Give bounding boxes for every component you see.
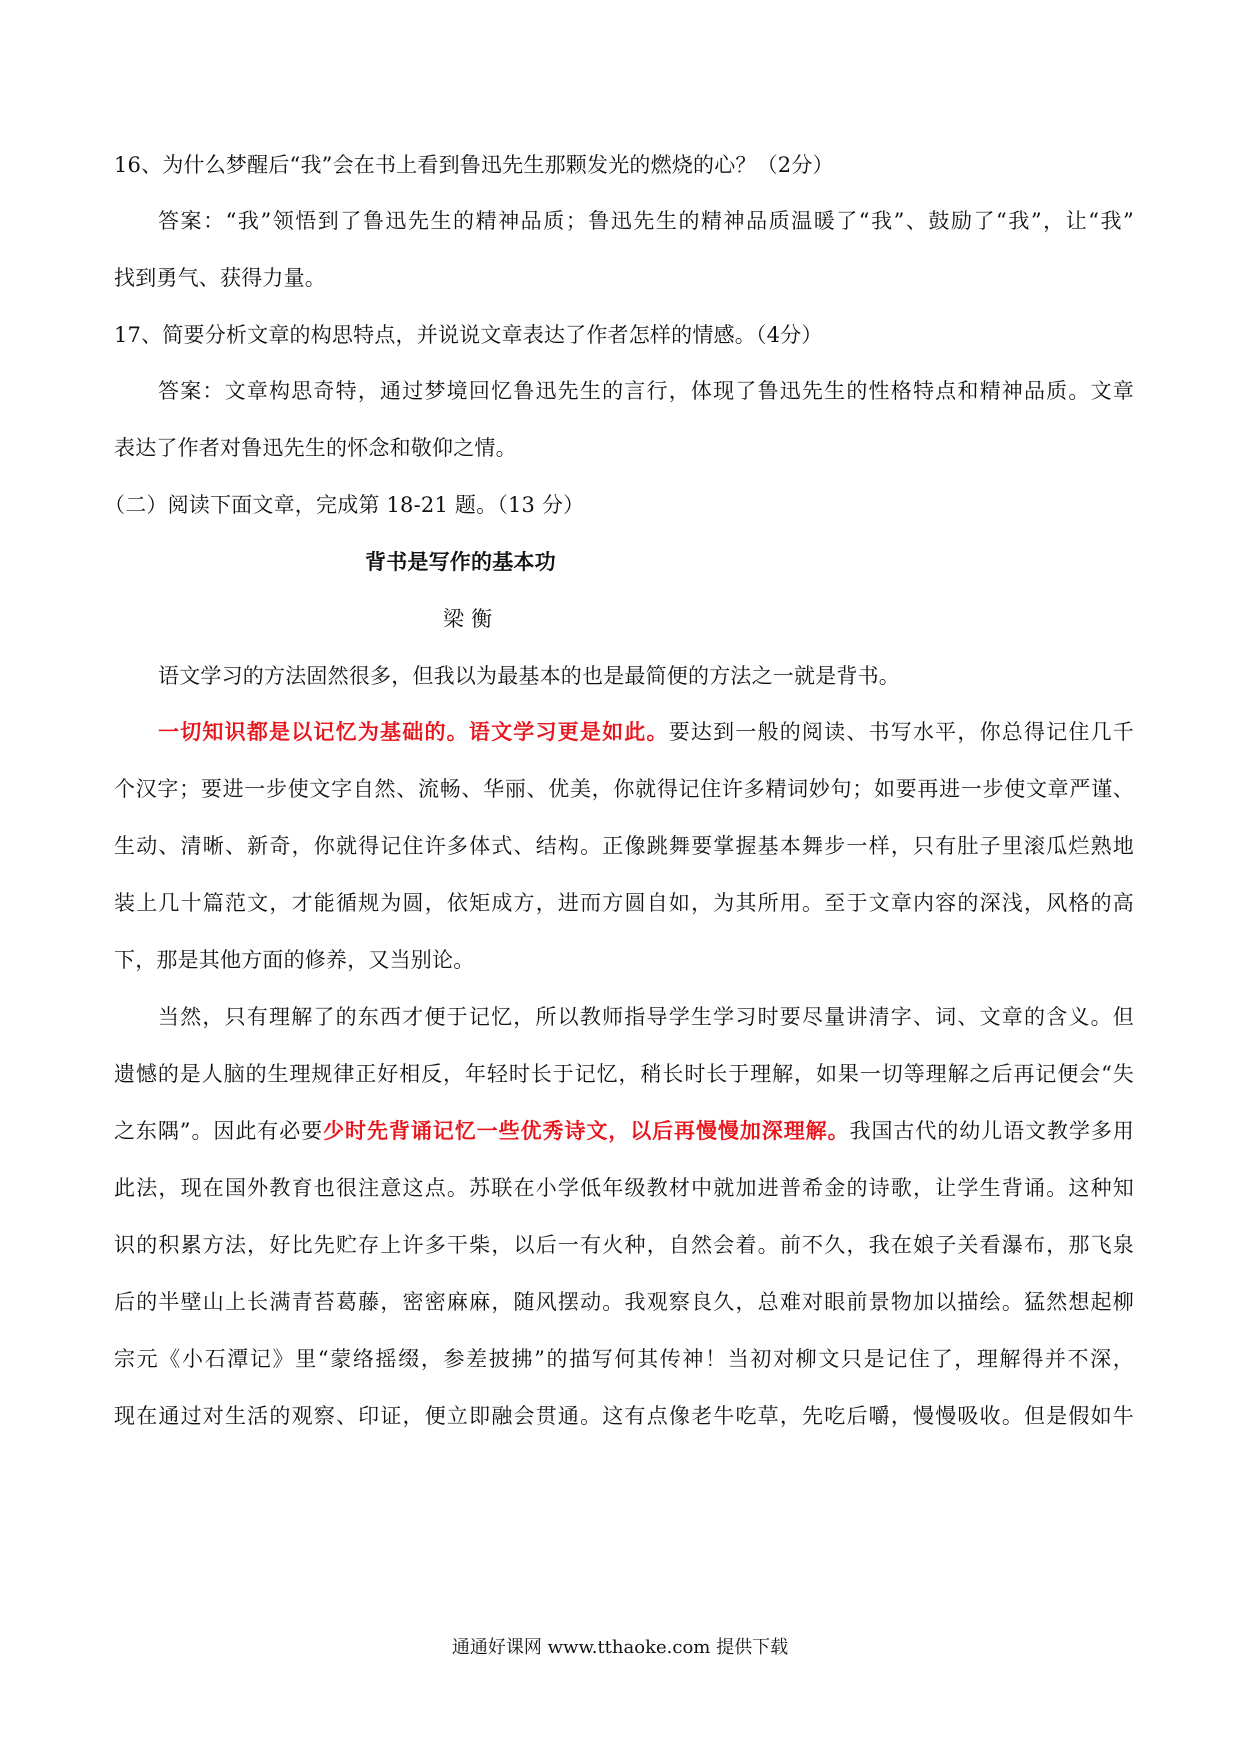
section-heading: （二）阅读下面文章，完成第 18-21 题。（13 分） [104,493,585,517]
paragraph-3-line-3-start: 之东隅”。因此有必要 [114,1119,324,1143]
answer-16-line-2: 找到勇气、获得力量。 [114,266,326,290]
paragraph-1: 语文学习的方法固然很多，但我以为最基本的也是最简便的方法之一就是背书。 [158,664,900,688]
question-17: 17、简要分析文章的构思特点，并说说文章表达了作者怎样的情感。（4分） [114,323,823,347]
emphasis-text: 一切知识都是以记忆为基础的。语文学习更是如此。 [158,719,669,744]
article-title: 背书是写作的基本功 [365,549,556,574]
paragraph-3-line-8: 现在通过对生活的观察、印证，便立即融会贯通。这有点像老牛吃草，先吃后嚼，慢慢吸收。但是假如牛 [114,1404,1134,1428]
paragraph-3-line-5: 识的积累方法，好比先贮存上许多干柴，以后一有火种，自然会着。前不久，我在娘子关看瀑布，那飞泉 [114,1233,1134,1257]
question-16: 16、为什么梦醒后“我”会在书上看到鲁迅先生那颗发光的燃烧的心？（2分） [114,153,834,177]
article-author: 梁 衡 [443,607,493,631]
paragraph-3-line-6: 后的半壁山上长满青苔葛藤，密密麻麻，随风摆动。我观察良久，总难对眼前景物加以描绘。猛然想起柳 [114,1290,1134,1314]
answer-16-line-1: 答案：“我”领悟到了鲁迅先生的精神品质；鲁迅先生的精神品质温暖了“我”、鼓励了“我”，让“我” [158,209,1134,233]
page-footer: 通通好课网 www.tthaoke.com 提供下载 [451,1637,789,1658]
paragraph-2-line-4: 装上几十篇范文，才能循规为圆，依矩成方，进而方圆自如，为其所用。至于文章内容的深浅，风格的高 [114,891,1134,915]
paragraph-3-line-3-end: 我国古代的幼儿语文教学多用 [849,1119,1134,1143]
paragraph-2-line-1-rest: 要达到一般的阅读、书写水平，你总得记住几千 [668,720,1134,744]
answer-17-line-2: 表达了作者对鲁迅先生的怀念和敬仰之情。 [114,436,517,460]
paragraph-3-line-3 [114,1117,1134,1145]
paragraph-3-line-1: 当然，只有理解了的东西才便于记忆，所以教师指导学生学习时要尽量讲清字、词、文章的含义。但 [158,1005,1134,1029]
paragraph-3-line-2: 遗憾的是人脑的生理规律正好相反，年轻时长于记忆，稍长时长于理解，如果一切等理解之后再记便会“失 [114,1062,1134,1086]
paragraph-2-line-1 [158,718,1134,746]
emphasis-text: 少时先背诵记忆一些优秀诗文，以后再慢慢加深理解。 [323,1118,850,1143]
paragraph-2-line-2: 个汉字；要进一步使文字自然、流畅、华丽、优美，你就得记住许多精词妙句；如要再进一步使文章严谨、 [114,777,1134,801]
paragraph-3-line-4: 此法，现在国外教育也很注意这点。苏联在小学低年级教材中就加进普希金的诗歌，让学生背诵。这种知 [114,1176,1134,1200]
paragraph-2-line-3: 生动、清晰、新奇，你就得记住许多体式、结构。正像跳舞要掌握基本舞步一样，只有肚子里滚瓜烂熟地 [114,834,1134,858]
answer-17-line-1: 答案：文章构思奇特，通过梦境回忆鲁迅先生的言行，体现了鲁迅先生的性格特点和精神品质。文章 [158,379,1134,403]
paragraph-2-line-5: 下，那是其他方面的修养，又当别论。 [114,948,475,972]
paragraph-3-line-7: 宗元《小石潭记》里“蒙络摇缀，参差披拂”的描写何其传神！当初对柳文只是记住了，理解得并不深， [114,1347,1134,1371]
